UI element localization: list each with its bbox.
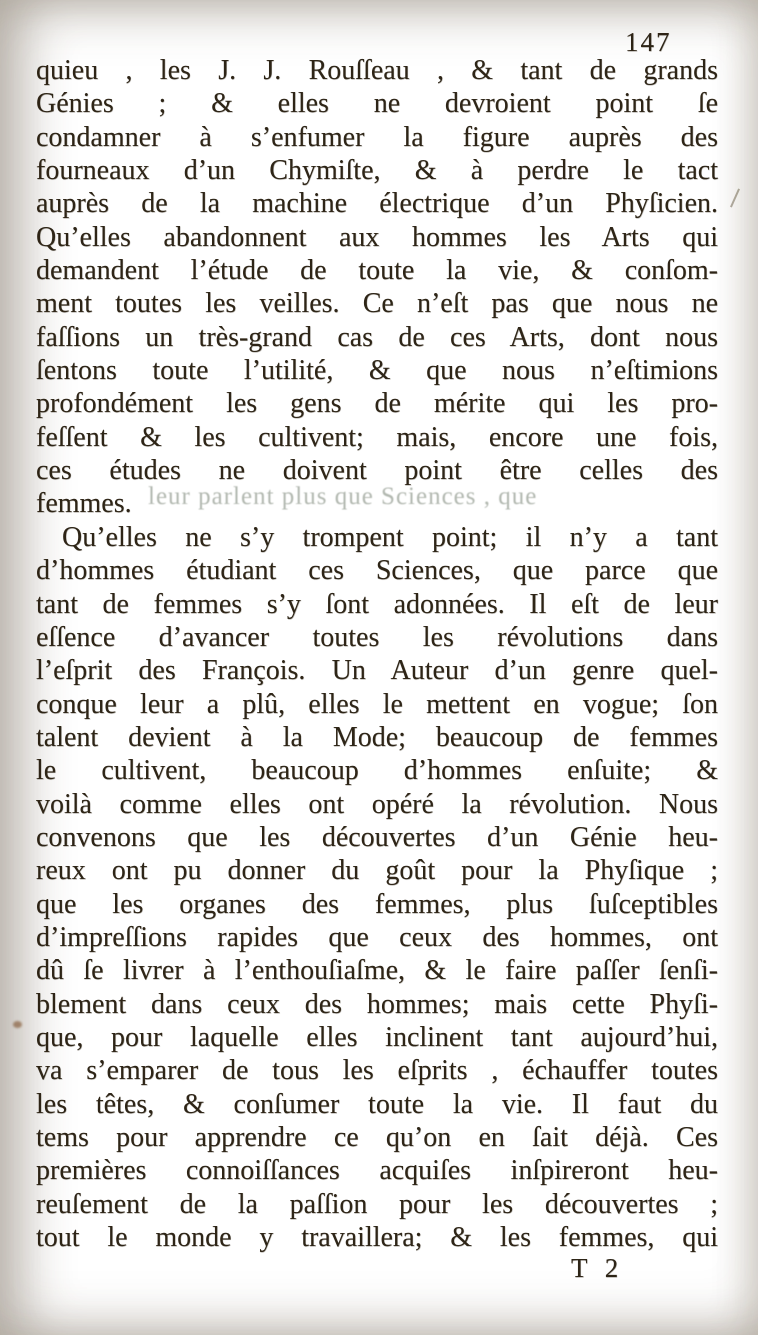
text-line: demandent l’étude de toute la vie, & conſom- <box>36 255 718 287</box>
text-line: talent devient à la Mode; beaucoup de femmes <box>36 721 718 753</box>
text-line: convenons que les découvertes d’un Génie heu- <box>36 821 718 853</box>
text-line: tout le monde y travaillera; & les femmes, qui <box>36 1222 718 1254</box>
signature-mark: T 2 <box>571 1253 619 1283</box>
text-line: Qu’elles ne s’y trompent point; il n’y a tant <box>62 521 718 553</box>
text-line: tant de femmes s’y ſont adonnées. Il eſt de leur <box>36 588 718 620</box>
text-line: le cultivent, beaucoup d’hommes enſuite; & <box>36 755 718 787</box>
text-line: eſſence d’avancer toutes les révolutions dans <box>36 621 718 653</box>
text-line: d’impreſſions rapides que ceux des hommes, ont <box>36 921 718 953</box>
text-line: voilà comme elles ont opéré la révolution. Nous <box>36 788 718 820</box>
text-line: feſſent & les cultivent; mais, encore une fois, <box>36 421 718 453</box>
text-line: l’eſprit des François. Un Auteur d’un genre quel- <box>36 655 718 687</box>
text-line: que, pour laquelle elles inclinent tant aujourd’hui, <box>36 1021 718 1053</box>
text-line: condamner à s’enfumer la figure auprès des <box>36 121 718 153</box>
text-line: quieu , les J. J. Rouſſeau , & tant de grands <box>36 55 718 86</box>
text-line: faſſions un très-grand cas de ces Arts, dont nous <box>36 321 718 353</box>
text-line: ces études ne doivent point être celles des <box>36 455 718 487</box>
text-line: conque leur a plû, elles le mettent en vogue; ſon <box>36 688 718 720</box>
text-line: blement dans ceux des hommes; mais cette Phyſi- <box>36 988 718 1020</box>
text-line: les têtes, & conſumer toute la vie. Il faut du <box>36 1088 718 1120</box>
text-line: profondément les gens de mérite qui les pro- <box>36 388 718 420</box>
text-line: fourneaux d’un Chymiſte, & à perdre le tact <box>36 155 718 187</box>
pen-mark <box>730 188 740 207</box>
text-line: auprès de la machine électrique d’un Phyſicien. <box>36 188 718 220</box>
paper-speck <box>13 1021 22 1028</box>
show-through-text: leur parlent plus que Sciences , que <box>148 483 538 510</box>
text-line: tems pour apprendre ce qu’on en ſait déjà. Ces <box>36 1122 718 1153</box>
text-line: reuſement de la paſſion pour les découvertes ; <box>36 1188 718 1220</box>
text-line: femmes. <box>36 488 132 520</box>
text-line: que les organes des femmes, plus ſuſceptibles <box>36 888 718 920</box>
text-line: reux ont pu donner du goût pour la Phyſique ; <box>36 855 718 887</box>
text-line: ſentons toute l’utilité, & que nous n’eſtimions <box>36 355 718 387</box>
text-block <box>36 54 718 1254</box>
text-line: Qu’elles abandonnent aux hommes les Arts qui <box>36 221 718 253</box>
text-line: ment toutes les veilles. Ce n’eſt pas que nous ne <box>36 288 718 320</box>
page-number: 147 <box>625 27 672 57</box>
text-line: d’hommes étudiant ces Sciences, que parce que <box>36 555 718 587</box>
text-line: va s’emparer de tous les eſprits , échauffer toutes <box>36 1055 718 1087</box>
text-line: Génies ; & elles ne devroient point ſe <box>36 88 718 120</box>
text-line: premières connoiſſances acquiſes inſpireront heu- <box>36 1155 718 1187</box>
text-line: dû ſe livrer à l’enthouſiaſme, & le faire paſſer ſenſi- <box>36 955 718 987</box>
